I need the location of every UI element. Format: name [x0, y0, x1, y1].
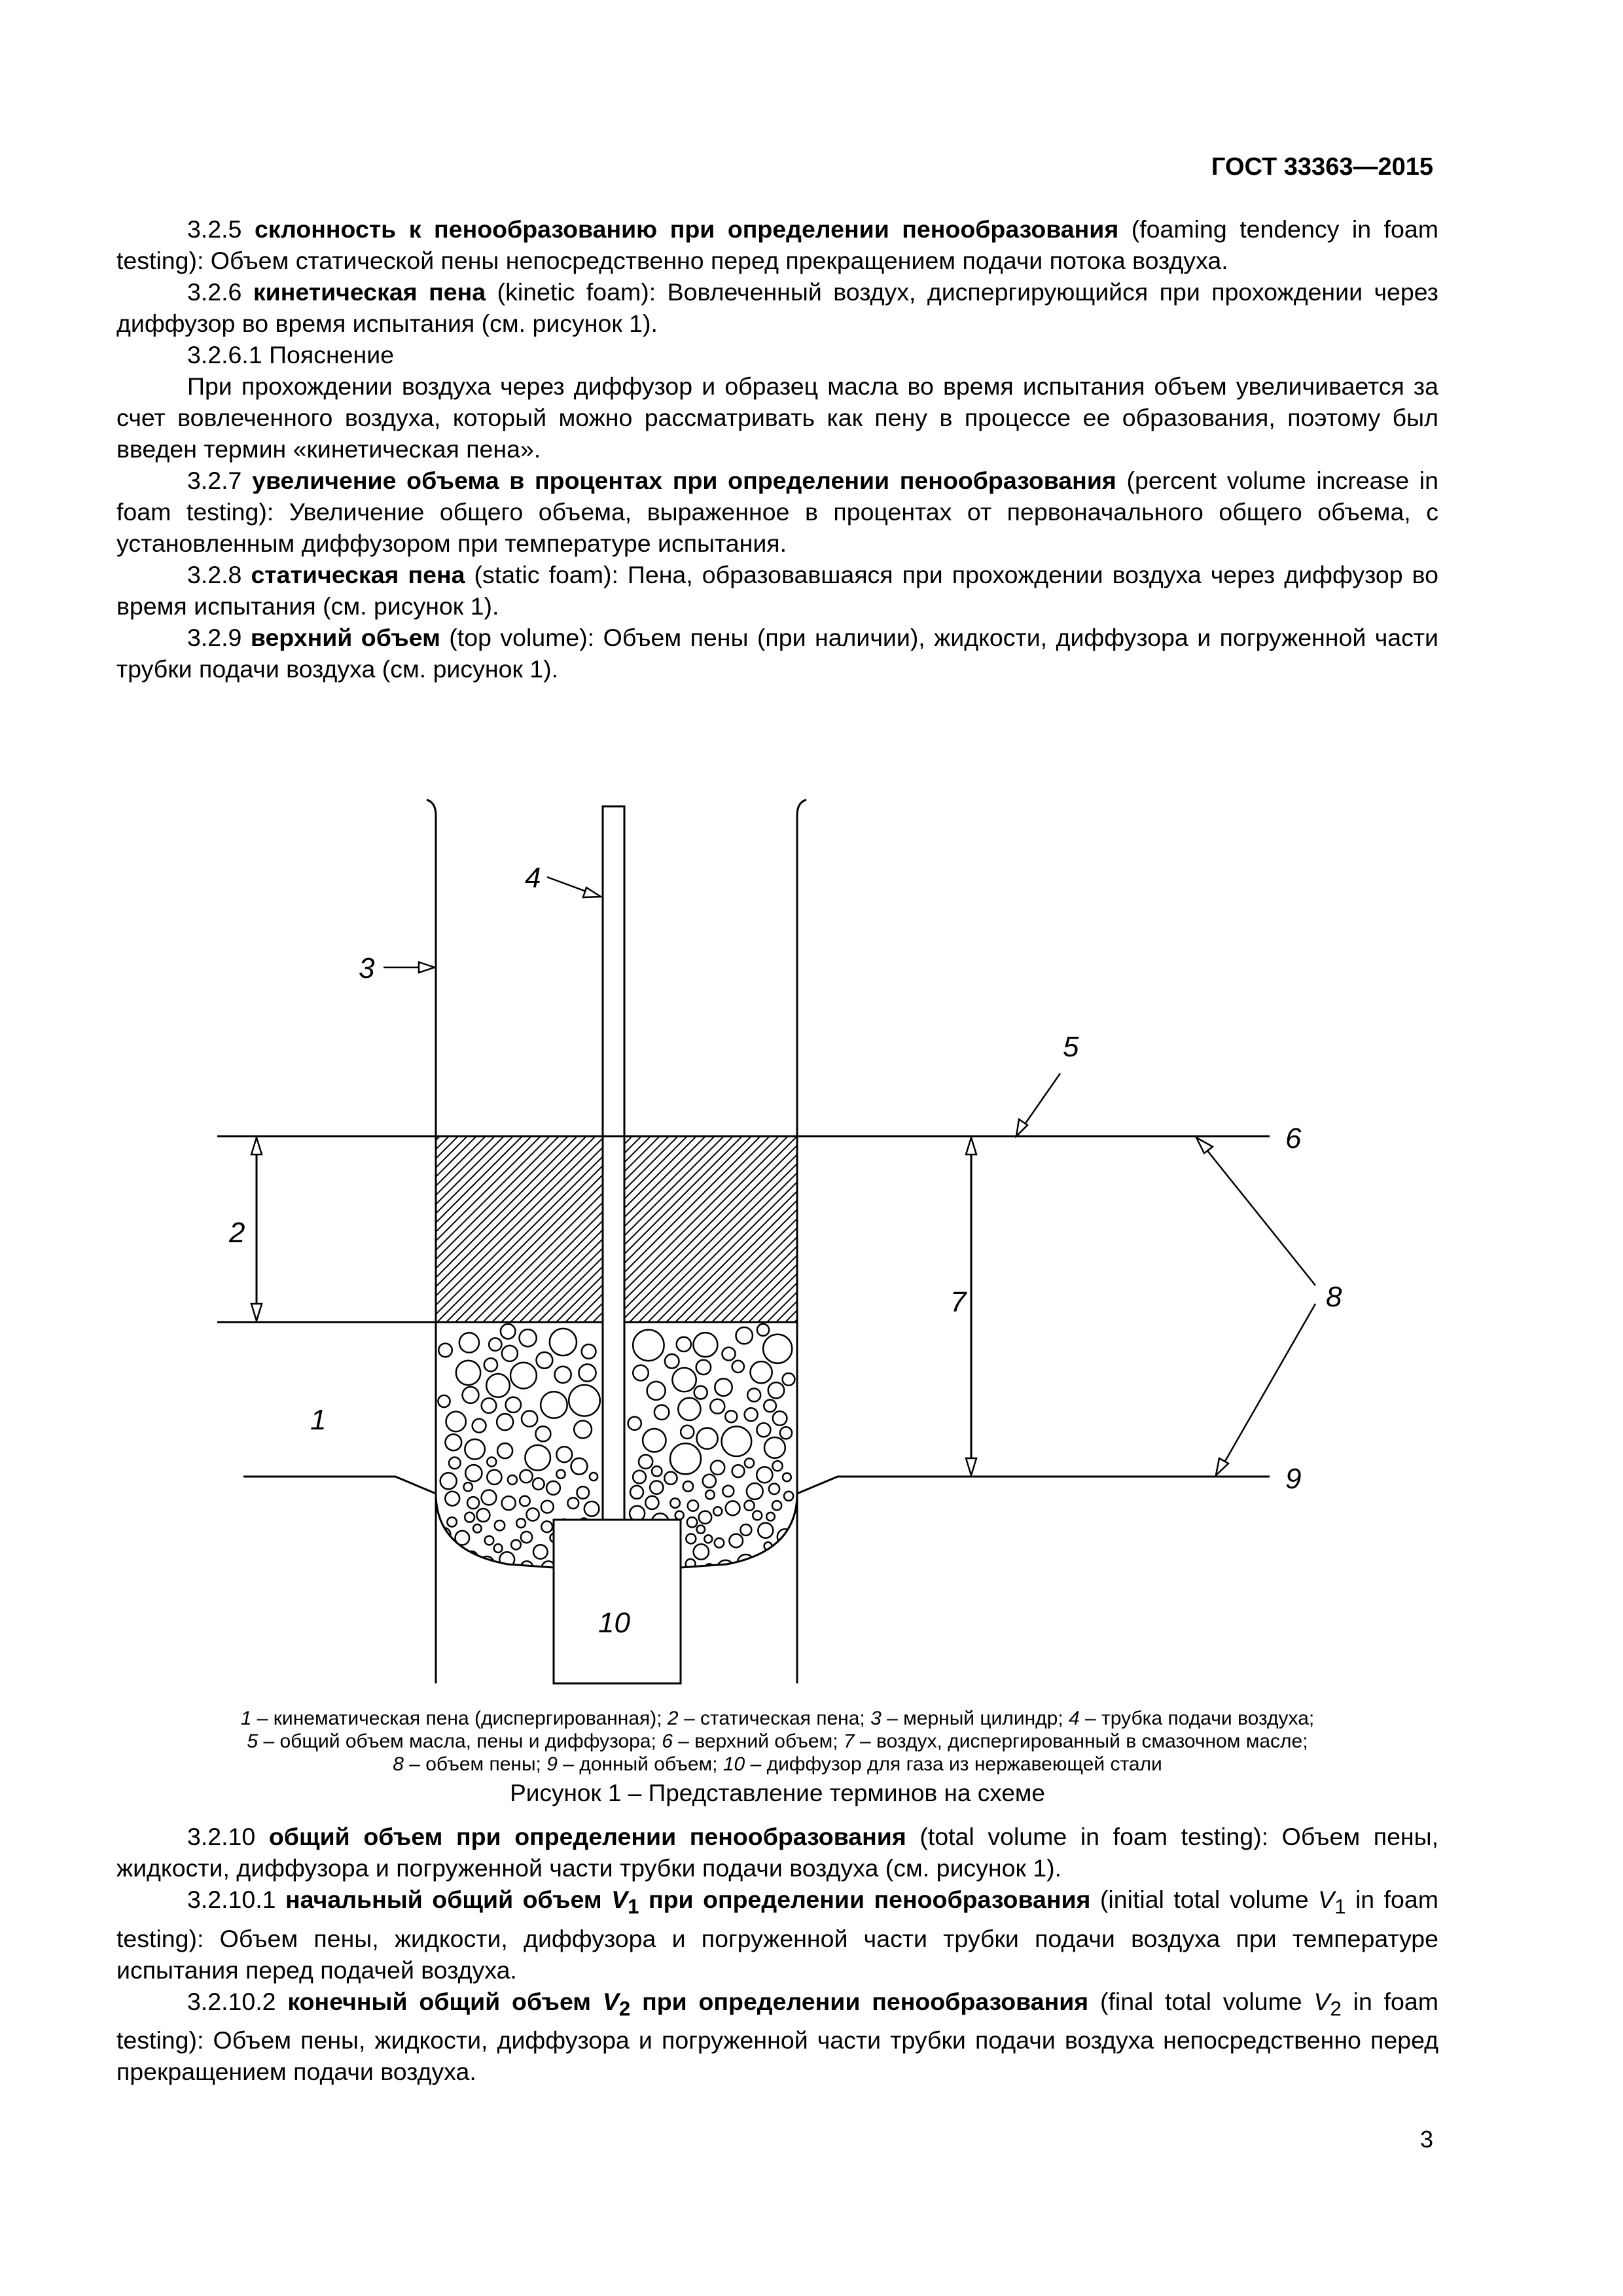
foam-bubble	[497, 1443, 512, 1458]
document-code: ГОСТ 33363—2015	[1211, 153, 1433, 181]
leader-arrowhead	[419, 962, 435, 973]
legend-line	[116, 1730, 1438, 1753]
subscript: 1	[628, 1895, 639, 1918]
foam-bubble	[516, 1518, 526, 1528]
term: увеличение объема в процентах при определении пенообразования	[252, 467, 1116, 494]
foam-bubble	[670, 1443, 701, 1474]
foam-bubble	[725, 1410, 737, 1422]
page-number: 3	[1419, 2126, 1433, 2153]
term	[287, 1987, 1089, 2020]
leader-8	[1199, 1140, 1315, 1285]
foam-bubble	[520, 1329, 537, 1346]
clause-number: 3.2.9	[187, 624, 242, 651]
foam-bubble	[533, 1545, 548, 1559]
legend-text: – статическая пена;	[678, 1708, 871, 1729]
foam-bubble	[459, 1333, 479, 1352]
foam-bubble	[525, 1445, 550, 1471]
foam-bubble	[487, 1470, 501, 1484]
foam-bubble	[633, 1365, 649, 1381]
foam-bubble	[744, 1501, 754, 1511]
subscript: 2	[618, 1997, 631, 2020]
foam-bubble	[703, 1475, 716, 1488]
foam-bubble	[567, 1498, 579, 1509]
foam-bubble	[762, 1554, 774, 1565]
foam-bubble	[438, 1395, 450, 1407]
definition-text: (total volume in foam testing): Объем пены, жидкости, диффузора и погруженной части трубки подачи воздуха (см. рисунок 1).	[116, 1823, 1439, 1882]
foam-bubble	[745, 1458, 754, 1467]
foam-bubble	[502, 1346, 518, 1361]
bottom-volume-line	[243, 1477, 436, 1494]
foam-bubble	[633, 1330, 664, 1361]
foam-bubble	[711, 1461, 724, 1475]
foam-bubble	[510, 1363, 537, 1389]
legend-text: – диффузор для газа из нержавеющей стали	[745, 1753, 1162, 1775]
foam-bubble	[511, 1540, 521, 1550]
label-1: 1	[310, 1404, 327, 1436]
clause-number: 3.2.10.1	[187, 1886, 276, 1913]
foam-bubble	[705, 1490, 715, 1499]
clause-number: 3.2.10.2	[187, 1987, 276, 2015]
foam-bubble	[665, 1354, 679, 1369]
foam-bubble	[645, 1496, 658, 1509]
foam-bubble	[758, 1523, 773, 1538]
foam-bubble	[766, 1513, 775, 1521]
foam-bubble	[784, 1492, 793, 1501]
foam-bubble	[710, 1399, 724, 1414]
legend-text: – трубка подачи воздуха;	[1079, 1708, 1315, 1729]
bottom-volume-line	[797, 1477, 1270, 1494]
foam-bubble	[715, 1378, 732, 1395]
clause-number: 3.2.6	[187, 278, 242, 306]
definition-3-2-10	[116, 1821, 1438, 1884]
figure-caption: Рисунок 1 – Представление терминов на схеме	[510, 1780, 1045, 1806]
definition-text: in foam testing): Объем пены, жидкости, диффузора и погруженной части трубки подачи воздуха при температуре испытания перед подачей воздуха.	[116, 1886, 1438, 1984]
legend-text: – общий объем масла, пены и диффузора;	[258, 1731, 662, 1752]
legend-number: 2	[667, 1708, 679, 1729]
foam-bubble	[643, 1429, 666, 1452]
foam-bubble	[697, 1428, 718, 1449]
foam-bubble	[777, 1529, 793, 1544]
label-5: 5	[1063, 1031, 1079, 1063]
foam-bubble	[740, 1524, 751, 1535]
foam-bubble	[522, 1411, 537, 1427]
foam-bubble	[768, 1382, 784, 1398]
legend-text: – донный объем;	[557, 1753, 723, 1775]
dimension-arrowhead	[251, 1138, 262, 1155]
foam-bubble	[555, 1367, 571, 1383]
foam-bubble	[687, 1517, 697, 1527]
foam-bubble	[502, 1496, 516, 1510]
foam-bubble	[541, 1501, 554, 1513]
legend-number: 5	[247, 1731, 259, 1752]
foam-bubble	[757, 1423, 770, 1437]
foam-bubble	[541, 1391, 567, 1418]
foam-bubble	[647, 1382, 666, 1400]
term-part: при определении пенообразования	[639, 1886, 1091, 1913]
foam-bubble	[747, 1388, 760, 1401]
legend-line	[116, 1753, 1438, 1776]
air-supply-tube	[603, 806, 624, 1520]
foam-bubble	[535, 1426, 550, 1441]
label-8: 8	[1326, 1281, 1342, 1313]
legend-number: 1	[240, 1708, 252, 1729]
foam-bubble	[722, 1486, 734, 1497]
foam-bubble	[729, 1534, 743, 1548]
legend-number: 4	[1069, 1708, 1080, 1729]
foam-bubble	[751, 1361, 772, 1383]
foam-bubble	[696, 1360, 711, 1374]
foam-bubble	[732, 1465, 745, 1477]
foam-bubble	[764, 1437, 785, 1458]
definition-text: in foam testing): Объем пены, жидкости, диффузора и погруженной части трубки подачи воздуха непосредственно перед прекращением подачи воздуха.	[116, 1987, 1439, 2085]
foam-bubble	[486, 1374, 510, 1397]
foam-bubble	[672, 1368, 696, 1391]
dimension-arrowhead	[251, 1304, 262, 1321]
label-3: 3	[359, 952, 375, 984]
term: статическая пена	[251, 561, 465, 588]
foam-bubble	[533, 1478, 544, 1490]
foam-bubble	[757, 1467, 772, 1482]
foam-bubble	[494, 1544, 503, 1552]
foam-bubble	[465, 1465, 482, 1481]
term	[285, 1886, 1091, 1918]
foam-bubble	[650, 1481, 663, 1494]
clause-number: 3.2.8	[187, 561, 242, 588]
foam-bubble	[556, 1470, 565, 1479]
foam-bubble	[482, 1490, 497, 1505]
foam-bubble	[476, 1509, 490, 1522]
foam-bubble	[495, 1520, 505, 1530]
legend-text: – воздух, диспергированный в смазочном масле;	[854, 1731, 1308, 1752]
label-10: 10	[598, 1607, 630, 1639]
foam-bubble	[654, 1405, 669, 1420]
foam-bubble	[541, 1521, 552, 1532]
foam-bubble	[590, 1473, 597, 1480]
foam-bubble	[732, 1361, 744, 1372]
subscript: 1	[1334, 1895, 1346, 1918]
foam-bubble	[675, 1511, 684, 1520]
foam-bubble	[694, 1544, 709, 1559]
foam-bubble	[652, 1466, 662, 1476]
foam-bubble	[633, 1471, 646, 1484]
foam-bubble	[722, 1426, 752, 1456]
foam-bubble	[487, 1458, 496, 1467]
clause-heading: Пояснение	[262, 341, 395, 368]
symbol: V	[611, 1886, 628, 1913]
clause-number: 3.2.5	[187, 215, 242, 243]
foam-bubble	[681, 1426, 694, 1439]
foam-bubble	[704, 1535, 712, 1543]
foam-bubble	[747, 1483, 763, 1499]
subscript: 2	[1330, 1997, 1342, 2020]
note-text: При прохождении воздуха через диффузор и образец масла во время испытания объем увеличивается за счет вовлеченного воздуха, который можно рассматривать как пену в процессе ее образования, поэтому был введен термин «кинетическая пена».	[116, 372, 1438, 463]
foam-bubble	[497, 1414, 513, 1430]
foam-bubble	[449, 1458, 461, 1469]
legend-number: 3	[870, 1708, 882, 1729]
foam-bubble	[783, 1373, 795, 1386]
legend-number: 7	[843, 1731, 855, 1752]
term: кинетическая пена	[253, 278, 486, 306]
foam-bubble	[670, 1498, 680, 1508]
foam-bubble	[713, 1507, 722, 1515]
foam-bubble	[753, 1511, 762, 1520]
foam-bubble	[489, 1338, 501, 1350]
foam-bubble	[764, 1400, 776, 1412]
term-part: конечный общий объем	[287, 1987, 603, 2015]
dimension-arrowhead	[966, 1138, 976, 1155]
label-6: 6	[1285, 1122, 1302, 1155]
leader-arrowhead	[1216, 1458, 1228, 1475]
foam-bubble	[446, 1412, 466, 1431]
foam-bubble	[484, 1358, 497, 1371]
foam-bubble	[757, 1324, 769, 1336]
foam-bubble	[521, 1532, 532, 1543]
foam-bubble	[683, 1481, 693, 1491]
symbol: V	[1318, 1886, 1335, 1913]
diffuser	[554, 1520, 681, 1683]
foam-bubble	[577, 1486, 590, 1499]
label-9: 9	[1285, 1463, 1302, 1495]
foam-bubble	[447, 1517, 456, 1526]
term-part: начальный общий объем	[285, 1886, 612, 1913]
definition-text: (foaming tendency in foam testing): Объем статической пены непосредственно перед прекращением подачи потока воздуха.	[116, 215, 1439, 274]
dimension-arrowhead	[966, 1458, 976, 1475]
symbol: V	[1313, 1987, 1330, 2015]
foam-bubble	[628, 1417, 641, 1430]
foam-bubble	[763, 1335, 792, 1363]
foam-bubble	[508, 1475, 517, 1484]
cylinder-right-wall	[797, 800, 806, 1683]
foam-bubble	[777, 1554, 791, 1567]
foam-bubble	[715, 1538, 724, 1547]
foam-bubble	[506, 1397, 521, 1412]
foam-bubble	[550, 1329, 577, 1355]
legend-text: – объем пены;	[403, 1753, 547, 1775]
foam-bubble	[571, 1458, 588, 1475]
foam-bubble	[450, 1559, 461, 1570]
foam-bubble	[736, 1327, 753, 1344]
foam-bubble	[722, 1348, 736, 1361]
foam-bubble	[463, 1387, 479, 1403]
cylinder-left-wall	[427, 800, 436, 1683]
leader-arrowhead	[1196, 1138, 1213, 1153]
foam-bubble	[783, 1473, 791, 1482]
foam-bubble	[677, 1337, 691, 1352]
legend-number: 10	[722, 1753, 745, 1775]
foam-bubble	[780, 1427, 792, 1439]
label-2: 2	[229, 1217, 245, 1249]
foam-bubble	[697, 1526, 705, 1534]
foam-bubble	[467, 1497, 479, 1509]
foam-bubble	[699, 1511, 711, 1524]
foam-bubble	[537, 1352, 553, 1369]
foam-bubble	[693, 1333, 717, 1357]
term: общий объем при определении пенообразования	[268, 1823, 906, 1850]
definition-3-2-10-1	[116, 1884, 1438, 1986]
foam-bubble	[726, 1501, 740, 1515]
legend-number: 6	[662, 1731, 673, 1752]
foam-bubble	[456, 1361, 480, 1385]
foam-bubble	[574, 1421, 592, 1439]
foam-bubble	[630, 1486, 643, 1499]
foam-bubble	[772, 1501, 781, 1510]
symbol: V	[602, 1987, 619, 2015]
foam-bubble	[546, 1481, 560, 1495]
foam-bubble	[465, 1513, 474, 1522]
term-part: при определении пенообразования	[630, 1987, 1089, 2015]
foam-bubble	[473, 1419, 486, 1433]
legend-line	[116, 1707, 1438, 1730]
foam-bubble	[584, 1501, 599, 1516]
term: верхний объем	[250, 624, 440, 651]
legend-number: 8	[393, 1753, 404, 1775]
definition-text: (kinetic foam): Вовлеченный воздух, диспергирующийся при прохождении через диффузор во время испытания (см. рисунок 1).	[116, 278, 1438, 337]
foam-bubble	[569, 1385, 600, 1416]
label-7: 7	[950, 1286, 967, 1318]
foam-bubble	[445, 1492, 459, 1506]
legend-number: 9	[546, 1753, 558, 1775]
foam-bubble	[485, 1536, 494, 1545]
foam-bubble	[688, 1500, 698, 1511]
definition-text: (initial total volume	[1090, 1886, 1319, 1913]
foam-bubble	[465, 1439, 485, 1460]
foam-bubble	[527, 1508, 539, 1520]
definition-text: (top volume): Объем пены (при наличии), жидкости, диффузора и погруженной части трубки подачи воздуха (см. рисунок 1).	[116, 624, 1439, 683]
definition-text: (static foam): Пена, образовавшаяся при прохождении воздуха через диффузор во время испытания (см. рисунок 1).	[116, 561, 1439, 620]
foam-bubble	[773, 1411, 787, 1426]
clause-number: 3.2.10	[187, 1823, 256, 1850]
foam-bubble	[579, 1364, 596, 1381]
leader-arrowhead	[583, 888, 601, 897]
legend-text: – мерный цилиндр;	[881, 1708, 1069, 1729]
foam-bubble	[582, 1344, 596, 1359]
definition-text: (final total volume	[1088, 1987, 1314, 2015]
foam-bubble	[442, 1545, 451, 1554]
definition-3-2-10-2	[116, 1986, 1438, 2088]
foam-bubble	[772, 1461, 782, 1471]
foam-bubble	[686, 1534, 696, 1544]
legend-text: – кинематическая пена (диспергированная);	[251, 1708, 668, 1729]
definitions-bottom	[116, 1821, 1438, 2087]
foam-bubble	[639, 1455, 652, 1469]
clause-number: 3.2.7	[187, 467, 242, 494]
label-4: 4	[525, 862, 541, 894]
foam-bubble	[438, 1344, 452, 1357]
foam-bubble	[482, 1398, 497, 1413]
clause-number: 3.2.6.1	[187, 341, 262, 368]
figure-legend	[116, 1707, 1438, 1808]
foam-bubble	[745, 1408, 758, 1421]
foam-bubble	[664, 1472, 677, 1484]
legend-text: – верхний объем;	[672, 1731, 844, 1752]
foam-bubble	[694, 1386, 707, 1399]
definition-text: (percent volume increase in foam testing): Увеличение общего объема, выраженное в процентах от первоначального общего объема, с установленным диффузором при температуре испытания.	[116, 467, 1438, 557]
foam-bubble	[556, 1446, 572, 1462]
foam-bubble	[520, 1470, 532, 1482]
foam-bubble	[630, 1506, 645, 1521]
foam-bubble	[440, 1473, 457, 1489]
foam-bubble	[521, 1561, 533, 1573]
foam-bubble	[678, 1398, 700, 1420]
leader-8	[1219, 1304, 1315, 1473]
foam-bubble	[445, 1434, 461, 1450]
foam-bubble	[501, 1324, 516, 1339]
term: склонность к пенообразованию при определении пенообразования	[254, 215, 1119, 243]
foam-bubble	[473, 1524, 482, 1533]
foam-bubble	[769, 1484, 779, 1494]
foam-bubble	[520, 1496, 530, 1507]
foam-bubble	[464, 1482, 473, 1491]
